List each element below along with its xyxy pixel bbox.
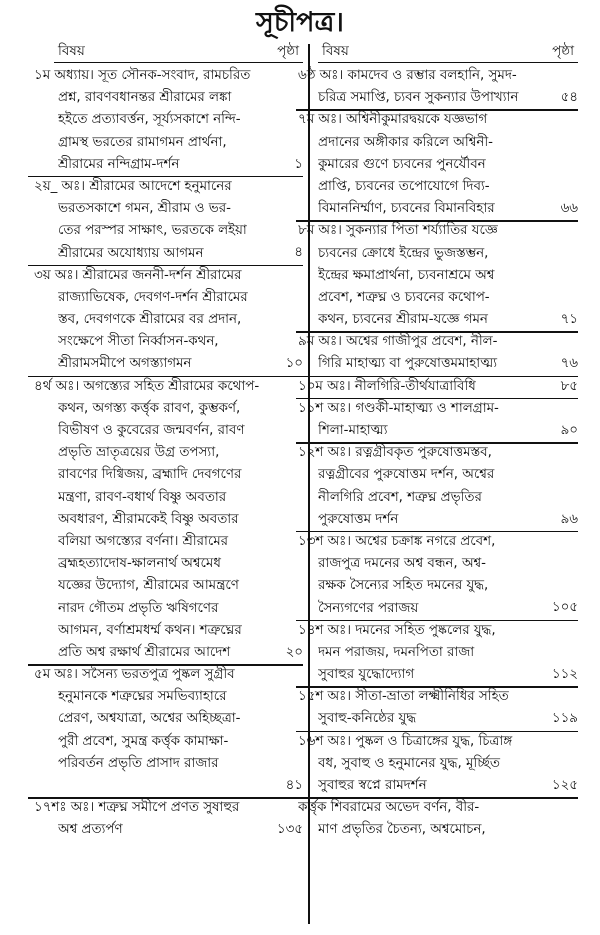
- entry-text-line: গ্রামস্থ ভরতের রামাগমন প্রার্থনা,: [58, 134, 227, 150]
- entry-divider: [296, 331, 578, 333]
- toc-entry: [298, 331, 578, 375]
- toc-entry: [298, 376, 578, 398]
- entry-text-line: রাজপুত্র দমনের অশ্ব বন্ধন, অশ্ব-: [318, 556, 487, 572]
- entry-text-line: নারদ গৌতম প্রভৃতি ঋষিগণের: [58, 600, 219, 616]
- entry-text-line: প্রবেশ, শত্রুঘ্ন ও চ্যবনের কথোপ-: [318, 289, 490, 305]
- entry-text-line: রক্ষক সৈন্যের সহিত দমনের যুদ্ধ,: [318, 578, 489, 594]
- toc-entry: [298, 620, 578, 687]
- entry-text-line: যজ্ঞের উদ্যোগ, শ্রীরামের আমন্ত্রণে: [58, 578, 239, 594]
- entry-text-line: স্তব, দেবগণকে শ্রীরামের বর প্রদান,: [58, 312, 242, 328]
- toc-entry: [34, 65, 303, 176]
- entry-text-line: রাজ্যাভিষেক, দেবগণ-দর্শন শ্রীরামের: [58, 289, 248, 305]
- entry-text-line: প্রাপ্তি, চ্যবনের তপোযোগে দিব্য-: [318, 178, 490, 194]
- entry-divider: [296, 797, 578, 799]
- toc-entry: [298, 109, 578, 220]
- toc-entry: [34, 265, 303, 376]
- column-divider: [308, 44, 310, 924]
- toc-entry: [34, 176, 303, 265]
- page-number: ১১২: [551, 667, 578, 683]
- entry-text-line: ৫ম অঃ। সসৈন্য ভরতপুত্র পুষ্কল সুগ্রীব: [34, 667, 235, 683]
- left-page-heading: পৃষ্ঠা: [277, 43, 299, 59]
- entry-text-line: ১ম অধ্যায়। সূত সৌনক-সংবাদ, রামচরিত: [34, 68, 251, 83]
- page-number: ৪১: [285, 777, 303, 793]
- page-number: ৬৬: [560, 201, 578, 217]
- entry-text-line: ইন্দ্রের ক্ষমাপ্রার্থনা, চ্যবনাশ্রমে অশ্ব: [318, 267, 495, 283]
- entry-text-line: বলিয়া অগস্ত্যের বর্ণনা। শ্রীরামের: [58, 533, 229, 549]
- entry-text-line: কথন, চ্যবনের শ্রীরাম-যজ্ঞে গমন: [318, 312, 488, 328]
- toc-entry: [34, 664, 303, 797]
- entry-divider: [296, 620, 578, 622]
- entry-text-line: প্রেরণ, অশ্বযাত্রা, অশ্বের অহিচ্ছত্রা-: [58, 711, 241, 727]
- left-entries: [34, 65, 303, 842]
- entry-text-line: বধ, সুবাহু ও হনুমানের যুদ্ধ, মূর্চ্ছিত: [318, 755, 500, 771]
- entry-text-line: মন্ত্রণা, রাবণ-বধার্থ বিষ্ণু অবতার: [58, 489, 227, 505]
- toc-entry: [298, 686, 578, 730]
- entry-divider: [296, 686, 578, 688]
- left-column-header: [54, 40, 303, 63]
- entry-text-line: দমন পরাজয়, দমনপিতা রাজা: [318, 644, 475, 660]
- entry-text-line: পরিবর্তন প্রভৃতি প্রাসাদ রাজার: [58, 755, 219, 771]
- entry-divider: [28, 797, 303, 799]
- right-column: [298, 40, 578, 842]
- toc-entry: [298, 797, 578, 841]
- entry-divider: [296, 220, 578, 222]
- entry-text-line: শ্রীরামসমীপে অগস্ত্যাগমন: [58, 356, 192, 372]
- entry-text-line: প্রশ্ন, রাবণবধানন্তর শ্রীরামের লঙ্কা: [58, 90, 232, 106]
- entry-divider: [296, 376, 578, 378]
- entry-text-line: ১২শ অঃ। রত্নগ্রীবকৃত পুরুষোত্তমস্তব,: [298, 445, 492, 461]
- toc-entry: [298, 731, 578, 798]
- entry-text-line: ভরতসকাশে গমন, শ্রীরাম ও ভর-: [58, 201, 231, 217]
- entry-text-line: শিলা-মাহাত্ম্য: [318, 423, 388, 438]
- entry-text-line: কর্ত্তৃক শিবরামের অভেদ বর্ণন, বীর-: [298, 800, 480, 816]
- page-number: ১: [294, 156, 303, 172]
- entry-text-line: প্রতি অশ্ব রক্ষার্থ শ্রীরামের আদেশ: [58, 644, 231, 660]
- entry-text-line: রাবণের দিগ্বিজয়, ব্রহ্মাদি দেবগণের: [58, 467, 242, 483]
- entry-divider: [296, 531, 578, 533]
- entry-text-line: ৪র্থ অঃ। অগস্ত্যের সহিত শ্রীরামের কথোপ-: [34, 378, 260, 394]
- toc-entry: [34, 797, 303, 841]
- entry-text-line: [58, 775, 303, 797]
- entry-text-line: ১৭শঃ অঃ। শত্রুঘ্ন সমীপে প্রণত সুষাহুর: [34, 800, 240, 816]
- toc-entry: [298, 531, 578, 620]
- page-number: ১০৫: [551, 600, 578, 616]
- page-number: ১২৫: [551, 777, 578, 793]
- entry-text-line: হনুমানকে শত্রুঘ্নের সমভিব্যাহারে: [58, 689, 227, 705]
- entry-divider: [296, 731, 578, 733]
- right-subject-heading: বিষয়: [322, 43, 349, 59]
- entry-text-line: ৩য় অঃ। শ্রীরামের জননী-দর্শন শ্রীরামের: [34, 267, 242, 283]
- entry-text-line: সংক্ষেপে সীতা নির্ব্বাসন-কথন,: [58, 334, 219, 350]
- entry-text-line: ২য়_ অঃ। শ্রীরামের আদেশে হনুমানের: [34, 178, 232, 194]
- entry-text-line: কুমারের গুণে চ্যবনের পুনর্যৌবন: [318, 156, 486, 172]
- entry-text-line: ৯ম অঃ। অশ্বের গাজীপুর প্রবেশ, নীল-: [298, 334, 498, 350]
- entry-text-line: অবধারণ, শ্রীরামকেই বিষ্ণু অবতার: [58, 511, 239, 527]
- entry-text-line: নীলগিরি প্রবেশ, শত্রুঘ্ন প্রভৃতির: [318, 489, 482, 505]
- entry-text-line: তের পরস্পর সাক্ষাৎ, ভরতকে লইয়া: [58, 223, 247, 239]
- entry-text-line: সুবাহুর স্বপ্নে রামদর্শন: [318, 778, 427, 793]
- entry-text-line: আগমন, বর্ণাশ্রমধর্ম্ম কথন। শত্রুঘ্নের: [58, 622, 242, 638]
- right-page-heading: পৃষ্ঠা: [552, 43, 574, 59]
- right-entries: [298, 65, 578, 842]
- entry-text-line: বিমাননির্ম্মাণ, চ্যবনের বিমানবিহার: [318, 201, 495, 217]
- entry-text-line: ১৬শ অঃ। পুষ্কল ও চিত্রাঙ্গের যুদ্ধ, চিত্রাঙ্গ: [298, 733, 513, 749]
- entry-text-line: মাণ প্রভৃতির চৈতন্য, অশ্বমোচন,: [318, 822, 486, 838]
- entry-text-line: সুবাহুর যুদ্ধোদ্যোগ: [318, 667, 415, 683]
- entry-divider: [28, 664, 303, 666]
- entry-text-line: চ্যবনের ক্রোধে ইন্দ্রের ভুজস্তম্ভন,: [318, 245, 489, 261]
- page-number: ১৩৫: [276, 822, 303, 838]
- toc-entry: [298, 220, 578, 331]
- entry-divider: [28, 176, 303, 178]
- entry-text-line: রত্নগ্রীবের পুরুষোত্তম দর্শন, অশ্বের: [318, 467, 495, 483]
- entry-text-line: সৈন্যগণের পরাজয়: [318, 600, 419, 616]
- entry-text-line: শ্রীরামের অযোধ্যায় আগমন: [58, 245, 204, 261]
- entry-divider: [296, 442, 578, 444]
- left-subject-heading: বিষয়: [58, 43, 85, 59]
- entry-text-line: প্রদানের অঙ্গীকার করিলে অশ্বিনী-: [318, 134, 493, 150]
- entry-divider: [28, 265, 303, 267]
- toc-entry: [298, 442, 578, 531]
- entry-text-line: ১৫শ অঃ। সীতা-ভ্রাতা লক্ষ্মীনিধির সহিত: [298, 689, 509, 705]
- toc-entry: [34, 376, 303, 664]
- entry-text-line: ১১শ অঃ। গণ্ডকী-মাহাত্ম্য ও শালগ্রাম-: [298, 400, 499, 416]
- page-number: ৭৬: [560, 356, 578, 372]
- entry-divider: [296, 109, 578, 111]
- page-number: ১০: [285, 356, 303, 372]
- entry-text-line: শ্রীরামের নন্দিগ্রাম-দর্শন: [58, 156, 180, 172]
- entry-divider: [28, 376, 303, 378]
- entry-text-line: ৬ষ্ঠ অঃ। কামদেব ও রম্ভার বলহানি, সুমদ-: [298, 68, 517, 83]
- page-number: ৯০: [560, 422, 578, 438]
- page-number: ১১৯: [551, 711, 578, 727]
- right-column-header: [318, 40, 578, 63]
- page-title: সূচীপত্র।: [256, 7, 344, 38]
- toc-entry: [298, 65, 578, 109]
- page-number: ৯৬: [560, 511, 578, 527]
- entry-text-line: ১৪শ অঃ। দমনের সহিত পুষ্কলের যুদ্ধ,: [298, 622, 496, 638]
- entry-text-line: পুরুষোত্তম দর্শন: [318, 511, 399, 527]
- entry-text-line: পুরী প্রবেশ, সুমন্ত্র কর্ত্তৃক কামাক্ষা-: [58, 733, 229, 749]
- entry-text-line: ১৩শ অঃ। অশ্বের চক্রাঙ্ক নগরে প্রবেশ,: [298, 533, 496, 549]
- entry-text-line: কথন, অগস্ত্য কর্ত্তৃক রাবণ, কুম্ভকর্ণ,: [58, 400, 241, 416]
- page-number: ৭১: [560, 312, 578, 328]
- entry-text-line: ব্রহ্মহত্যাদোষ-ক্ষালনার্থ অশ্বমেধ: [58, 556, 221, 572]
- entry-text-line: গিরি মাহাত্ম্য বা পুরুষোত্তমমাহাত্ম্য: [318, 356, 497, 372]
- entry-divider: [296, 398, 578, 400]
- page-number: ৪: [294, 245, 303, 261]
- page-number: ২০: [285, 644, 303, 660]
- entry-text-line: ৮ম অঃ। সুকন্যার পিতা শর্য্যাতির যজ্ঞে: [298, 223, 498, 239]
- entry-text-line: বিভীষণ ও কুবেরের জন্মবর্ণন, রাবণ: [58, 423, 245, 438]
- toc-entry: [298, 398, 578, 442]
- entry-text-line: প্রভৃতি ভ্রাতৃত্রয়ের উগ্র তপস্যা,: [58, 445, 220, 461]
- entry-text-line: সুবাহু-কনিষ্ঠের যুদ্ধ: [318, 711, 417, 727]
- page-number: ৮৫: [560, 378, 578, 394]
- entry-text-line: ১০ম অঃ। নীলগিরি-তীর্থযাত্রাবিধি: [298, 378, 476, 394]
- page-number: ৫৪: [560, 90, 578, 106]
- entry-text-line: হইতে প্রত্যাবর্ত্তন, সূর্য্যসকাশে নন্দি-: [58, 112, 241, 128]
- entry-text-line: ৭ম অঃ। অশ্বিনীকুমারদ্বয়কে যজ্ঞভাগ: [298, 112, 488, 128]
- entry-text-line: অশ্ব প্রত্যর্পণ: [58, 822, 123, 838]
- entry-text-line: চরিত্র সমাপ্তি, চ্যবন সুকন্যার উপাখ্যান: [318, 90, 519, 106]
- left-column: [34, 40, 303, 842]
